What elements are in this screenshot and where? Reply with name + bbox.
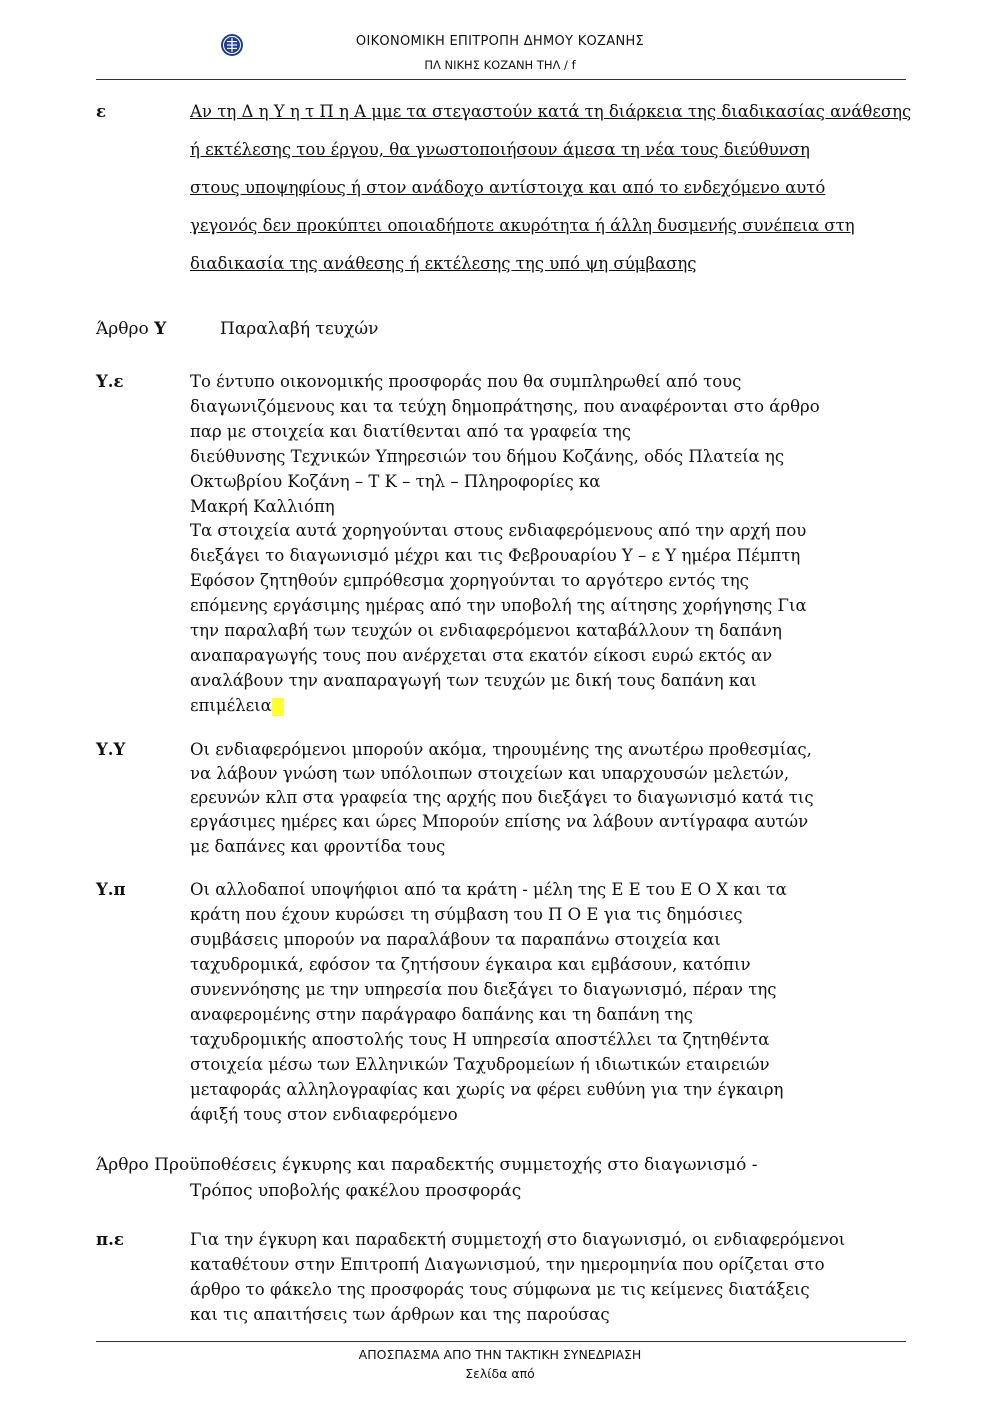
paragraph-line: ταχυδρομικής αποστολής τους Η υπηρεσία αποστέλλει τα ζητηθέντα (190, 1030, 770, 1049)
paragraph-line: μεταφοράς αλληλογραφίας και χωρίς να φέρει ευθύνη για την έγκαιρη (190, 1080, 784, 1099)
paragraph-line (190, 696, 284, 716)
paragraph-line: συμβάσεις μπορούν να παραλάβουν τα παραπάνω στοιχεία και (190, 930, 721, 949)
footer-title: ΑΠΟΣΠΑΣΜΑ ΑΠΟ ΤΗΝ ΤΑΚΤΙΚΗ ΣΥΝΕΔΡΙΑΣΗ (358, 1347, 642, 1362)
header-title: ΟΙΚΟΝΟΜΙΚΗ ΕΠΙΤΡΟΠΗ ΔΗΜΟΥ ΚΟΖΑΝΗΣ (355, 34, 645, 49)
intro-line: ή εκτέλεσης του έργου, θα γνωστοποιήσουν άμεσα τη νέα τους διεύθυνση (190, 140, 810, 159)
paragraph-line: διαγωνιζόμενους και τα τεύχη δημοπράτησης, που αναφέρονται στο άρθρο (190, 397, 820, 416)
intro-line: στους υποψηφίους ή στον ανάδοχο αντίστοιχα και από το ενδεχόμενο αυτό (190, 178, 826, 197)
paragraph-line: διεύθυνσης Τεχνικών Υπηρεσιών του δήμου Κοζάνης, οδός Πλατεία ης (190, 447, 785, 466)
header-divider (96, 79, 906, 80)
paragraph-line: ταχυδρομικά, εφόσον τα ζητήσουν έγκαιρα και εμβάσουν, κατόπιν (190, 955, 751, 974)
intro-line: διαδικασία της ανάθεσης ή εκτέλεσης της υπό ψη σύμβασης (190, 254, 697, 273)
paragraph-line: Τα στοιχεία αυτά χορηγούνται στους ενδιαφερόμενους από την αρχή που (190, 521, 807, 540)
paragraph-line: διεξάγει το διαγωνισμό μέχρι και τις Φεβρουαρίου Υ – ε Υ ημέρα Πέμπτη (190, 546, 801, 565)
paragraph-line: άφιξή τους στον ενδιαφερόμενο (190, 1105, 458, 1124)
paragraph-line: Οι ενδιαφερόμενοι μπορούν ακόμα, τηρουμένης της ανωτέρω προθεσμίας, (190, 740, 812, 759)
paragraph-line: Για την έγκυρη και παραδεκτή συμμετοχή στο διαγωνισμό, οι ενδιαφερόμενοι (190, 1230, 846, 1249)
paragraph-number: Υ.π (96, 880, 126, 899)
paragraph-line: Μακρή Καλλιόπη (190, 497, 335, 516)
paragraph-line: ερευνών κλπ στα γραφεία της αρχής που διεξάγει το διαγωνισμό κατά τις (190, 788, 814, 807)
paragraph-line: συνεννόησης με την υπηρεσία που διεξάγει το διαγωνισμό, πέραν της (190, 980, 777, 999)
article-title: Παραλαβή τευχών (220, 319, 379, 339)
paragraph-line-text: επιμέλεια (190, 696, 272, 715)
paragraph-line: στοιχεία μέσω των Ελληνικών Ταχυδρομείων ή ιδιωτικών εταιρειών (190, 1055, 770, 1074)
paragraph-line: εργάσιμες ημέρες και ώρες Μπορούν επίσης να λάβουν αντίγραφα αυτών (190, 812, 809, 831)
paragraph-line: Το έντυπο οικονομικής προσφοράς που θα συμπληρωθεί από τους (190, 372, 742, 391)
paragraph-line: κράτη που έχουν κυρώσει τη σύμβαση του Π Ο Ε για τις δημόσιες (190, 905, 743, 924)
highlight-mark (272, 698, 284, 716)
article-number: Υ (154, 319, 167, 339)
article-heading-continued: Τρόπος υποβολής φακέλου προσφοράς (190, 1181, 522, 1201)
footer-page-number: Σελίδα από (465, 1366, 535, 1381)
article-prefix: Άρθρο (96, 319, 149, 339)
paragraph-line: αναπαραγωγής τους που ανέρχεται στα εκατόν είκοσι ευρώ εκτός αν (190, 646, 773, 665)
paragraph-line: Οκτωβρίου Κοζάνη – Τ Κ – τηλ – Πληροφορίες κα (190, 472, 601, 491)
paragraph-number: Υ.ε (96, 372, 124, 391)
paragraph-line: Εφόσον ζητηθούν εμπρόθεσμα χορηγούνται το αργότερο εντός της (190, 571, 749, 590)
header-address: ΠΛ ΝΙΚΗΣ ΚΟΖΑΝΗ ΤΗΛ / f (424, 58, 576, 72)
intro-line: Αν τη Δ η Υ η τ Π η Α μμε τα στεγαστούν κατά τη διάρκεια της διαδικασίας ανάθεσης (190, 102, 912, 121)
paragraph-line: επόμενης εργάσιμης ημέρας από την υποβολή της αίτησης χορήγησης Για (190, 596, 807, 615)
paragraph-line: την παραλαβή των τευχών οι ενδιαφερόμενοι καταβάλλουν τη δαπάνη (190, 621, 782, 640)
paragraph-line: Οι αλλοδαποί υποψήφιοι από τα κράτη - μέλη της Ε Ε του Ε Ο Χ και τα (190, 880, 787, 899)
paragraph-line: αναλάβουν την αναπαραγωγή των τευχών με δική τους δαπάνη και (190, 671, 757, 690)
paragraph-line: παρ με στοιχεία και διατίθενται από τα γραφεία της (190, 422, 632, 441)
paragraph-line: καταθέτουν στην Επιτροπή Διαγωνισμού, την ημερομηνία που ορίζεται στο (190, 1255, 825, 1274)
paragraph-number: π.ε (96, 1230, 124, 1249)
intro-lead: ε (96, 102, 107, 121)
paragraph-line: άρθρο το φάκελο της προσφοράς τους σύμφωνα με τις κείμενες διατάξεις (190, 1280, 810, 1299)
paragraph-line: και τις απαιτήσεις των άρθρων και της παρούσας (190, 1305, 610, 1324)
paragraph-line: να λάβουν γνώση των υπόλοιπων στοιχείων και υπαρχουσών μελετών, (190, 764, 790, 783)
paragraph-line: με δαπάνες και φροντίδα τους (190, 837, 446, 856)
article-heading (96, 318, 166, 340)
footer-divider (96, 1341, 906, 1342)
paragraph-number: Υ.Υ (96, 740, 126, 759)
paragraph-line: αναφερομένης στην παράγραφο δαπάνης και τη δαπάνη της (190, 1005, 693, 1024)
article-heading: Άρθρο Προϋποθέσεις έγκυρης και παραδεκτής συμμετοχής στο διαγωνισμό - (96, 1155, 758, 1175)
intro-line: γεγονός δεν προκύπτει οποιαδήποτε ακυρότητα ή άλλη δυσμενής συνέπεια στη (190, 216, 855, 235)
